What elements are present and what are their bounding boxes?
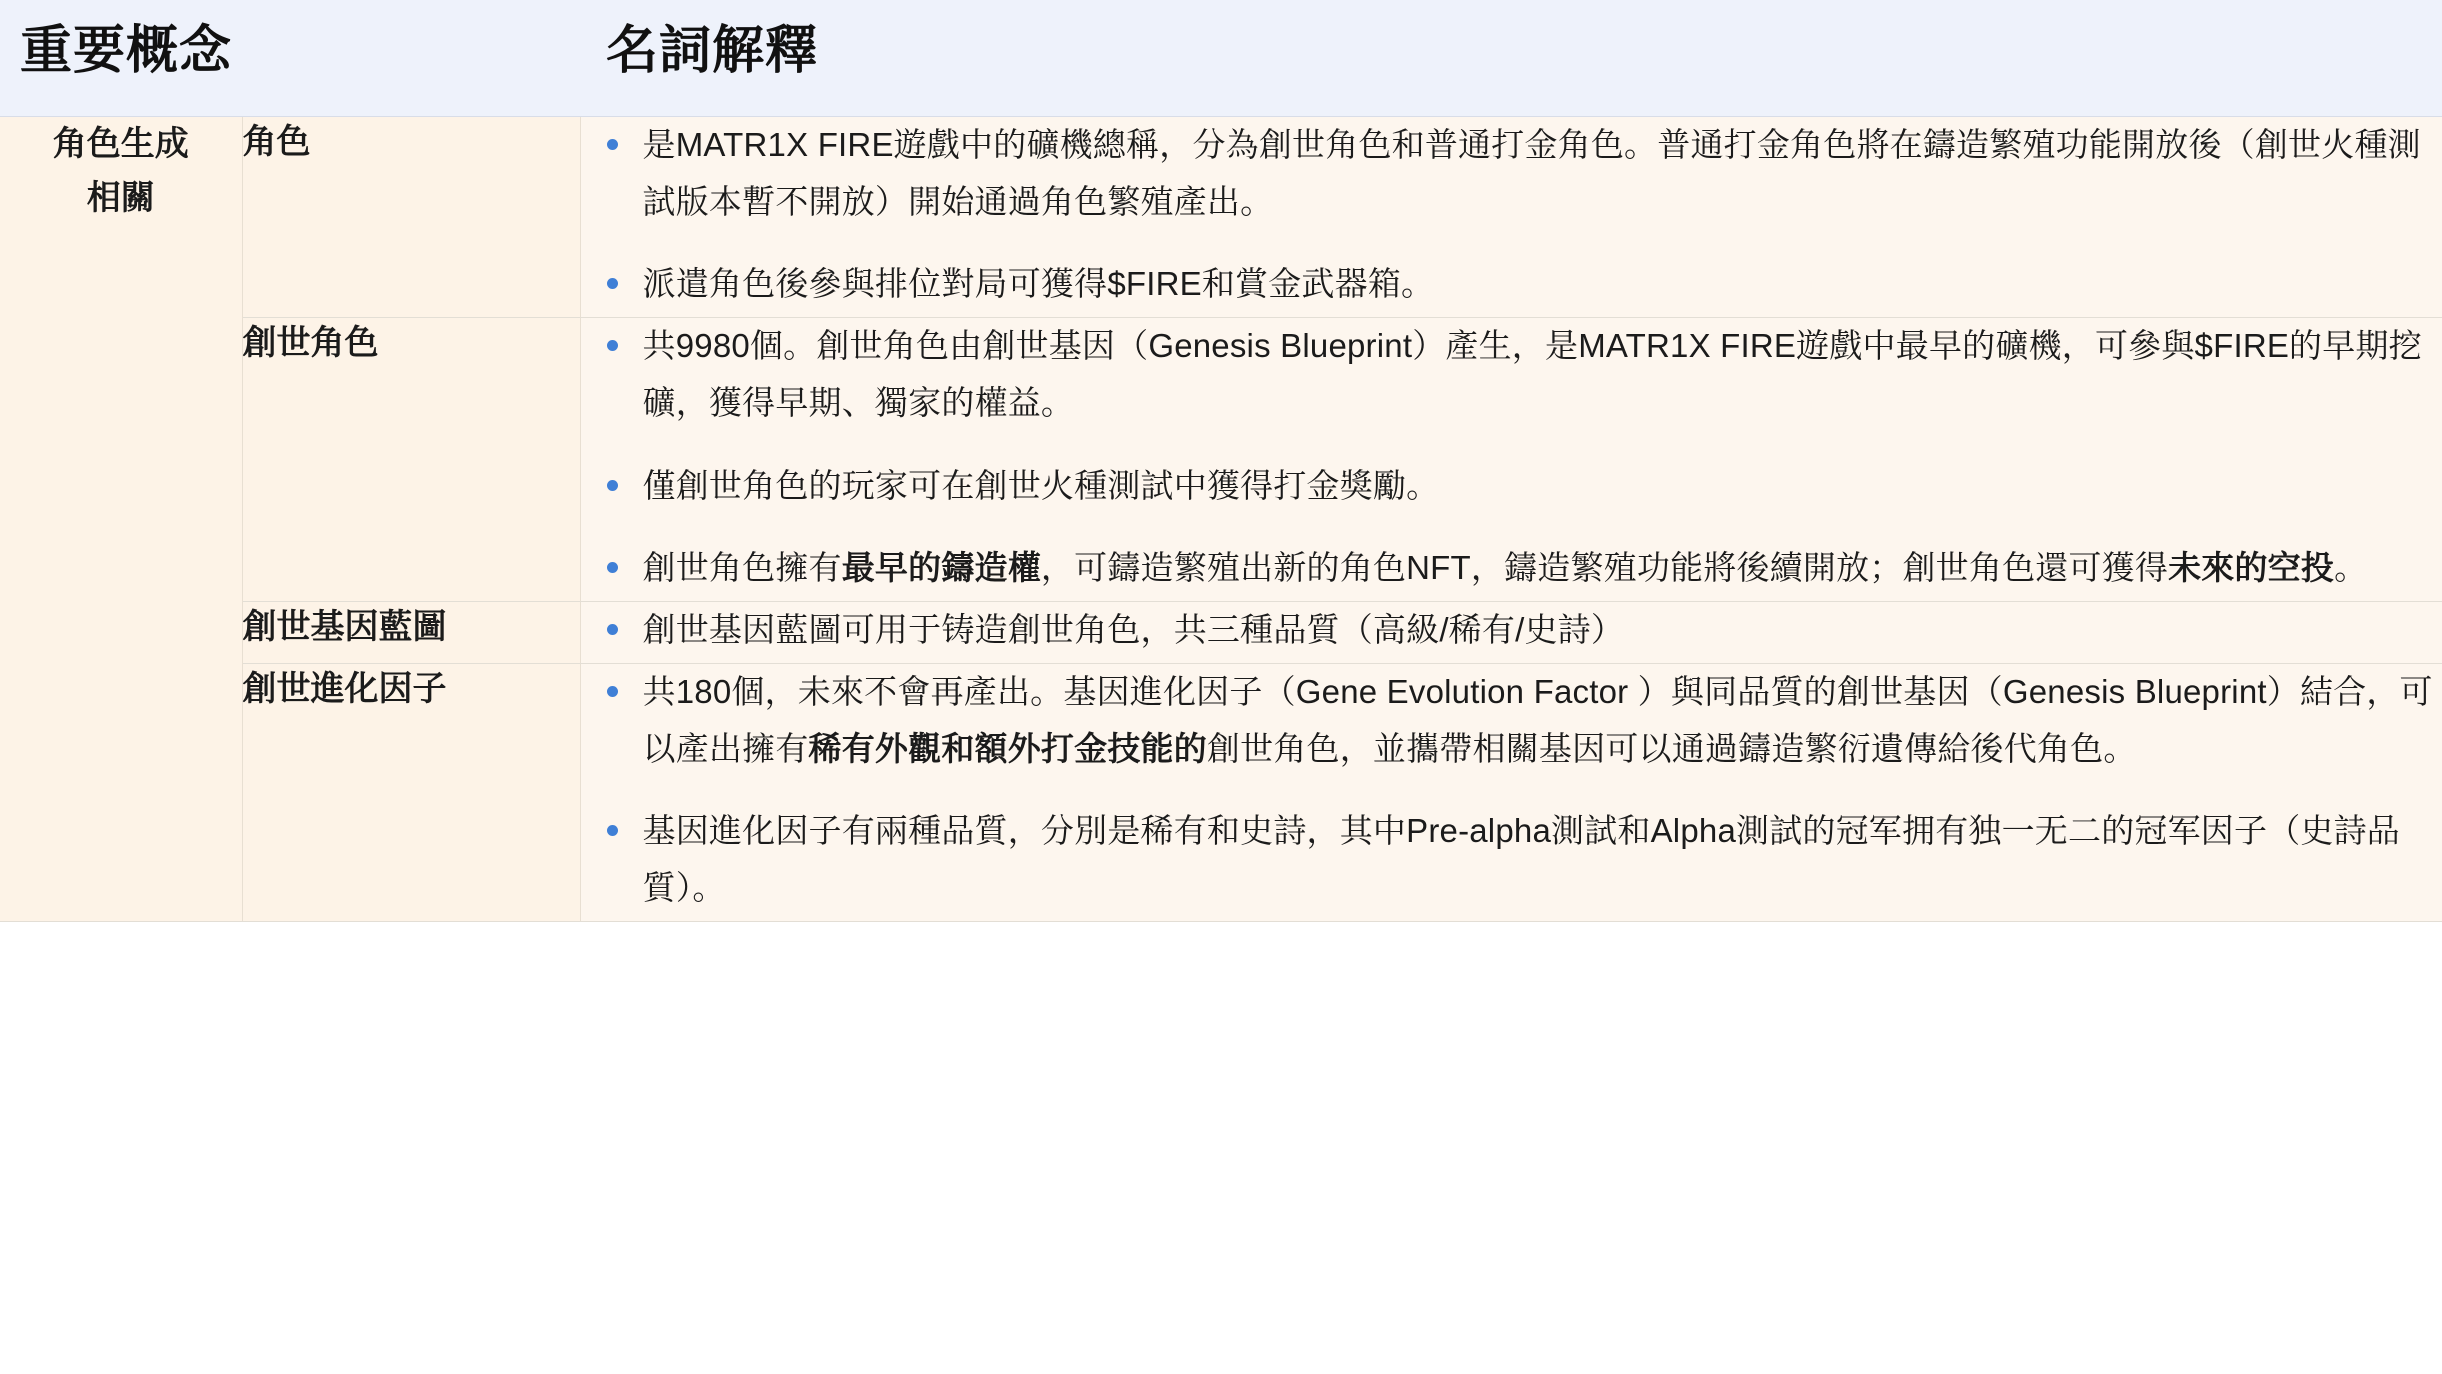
definition-bullet-item: [581, 256, 2442, 313]
text-run: 共180個，未來不會再產出。基因進化因子（Gene Evolution Factor ）與同品質的創世基因（Genesis Blueprint）結合，可以產出擁有: [642, 672, 2433, 767]
text-run: 派遣角色後參與排位對局可獲得$FIRE和賞金武器箱。: [642, 265, 1435, 303]
term-cell: 創世基因藍圖: [242, 602, 580, 664]
header-cell-definition: [580, 0, 2442, 116]
definition-cell: [580, 116, 2442, 317]
term-cell: 創世角色: [242, 318, 580, 602]
table-body: [0, 116, 2442, 921]
definition-bullet-list: [581, 318, 2442, 597]
definition-bullet-item: [581, 664, 2442, 778]
definition-bullet-item: [581, 458, 2442, 515]
table-row: [0, 663, 2442, 921]
definition-bullet-item: [581, 318, 2442, 432]
group-label-line2: 相關: [86, 179, 155, 218]
term-cell: 角色: [242, 116, 580, 317]
text-run: ，可鑄造繁殖出新的角色NFT，鑄造繁殖功能將後續開放；創世角色還可獲得: [1040, 549, 2169, 587]
text-run: 創世角色，並攜帶相關基因可以通過鑄造繁衍遺傳給後代角色。: [1206, 729, 2137, 767]
table-header-row: [0, 0, 2442, 116]
definition-bullet-item: [581, 602, 2442, 659]
definition-cell: [580, 663, 2442, 921]
text-emphasis: 未來的空投: [2168, 549, 2335, 587]
group-label-cell: [0, 116, 242, 921]
text-run: 創世角色擁有: [642, 549, 842, 587]
text-run: 共9980個。創世角色由創世基因（Genesis Blueprint）產生，是MATR1X FIRE遊戲中最早的礦機，可參與$FIRE的早期挖礦，獲得早期、獨家的權益。: [642, 327, 2422, 421]
definition-bullet-item: [581, 117, 2442, 231]
text-run: 是MATR1X FIRE遊戲中的礦機總稱，分為創世角色和普通打金角色。普通打金角色將在鑄造繁殖功能開放後（創世火種測試版本暫不開放）開始通過角色繁殖產出。: [642, 125, 2421, 220]
definition-bullet-list: [581, 664, 2442, 917]
definition-bullet-list: [581, 602, 2442, 659]
term-cell: 創世進化因子: [242, 663, 580, 921]
text-run: 創世基因藍圖可用于铸造創世角色，共三種品質（高級/稀有/史詩）: [642, 611, 1625, 649]
text-emphasis: 最早的鑄造權: [841, 549, 1041, 587]
definition-bullet-item: [581, 803, 2442, 917]
definition-bullet-list: [581, 117, 2442, 313]
table-row: [0, 318, 2442, 602]
definition-bullet-item: [581, 540, 2442, 597]
header-title-definition: 名詞解釋: [606, 22, 819, 80]
header-title-concept: 重要概念: [20, 22, 233, 80]
text-run: 基因進化因子有兩種品質，分別是稀有和史詩，其中Pre-alpha測試和Alpha測試的冠军拥有独一无二的冠军因子（史詩品質）。: [642, 812, 2401, 907]
header-cell-concept: [0, 0, 580, 116]
definition-cell: [580, 602, 2442, 664]
definition-cell: [580, 318, 2442, 602]
text-run: 僅創世角色的玩家可在創世火種測試中獲得打金獎勵。: [642, 466, 1440, 504]
group-label-line1: 角色生成: [52, 124, 189, 163]
table-row: [0, 116, 2442, 317]
text-emphasis: 稀有外觀和額外打金技能的: [808, 729, 1207, 767]
text-run: 。: [2334, 549, 2368, 587]
table-row: [0, 602, 2442, 664]
